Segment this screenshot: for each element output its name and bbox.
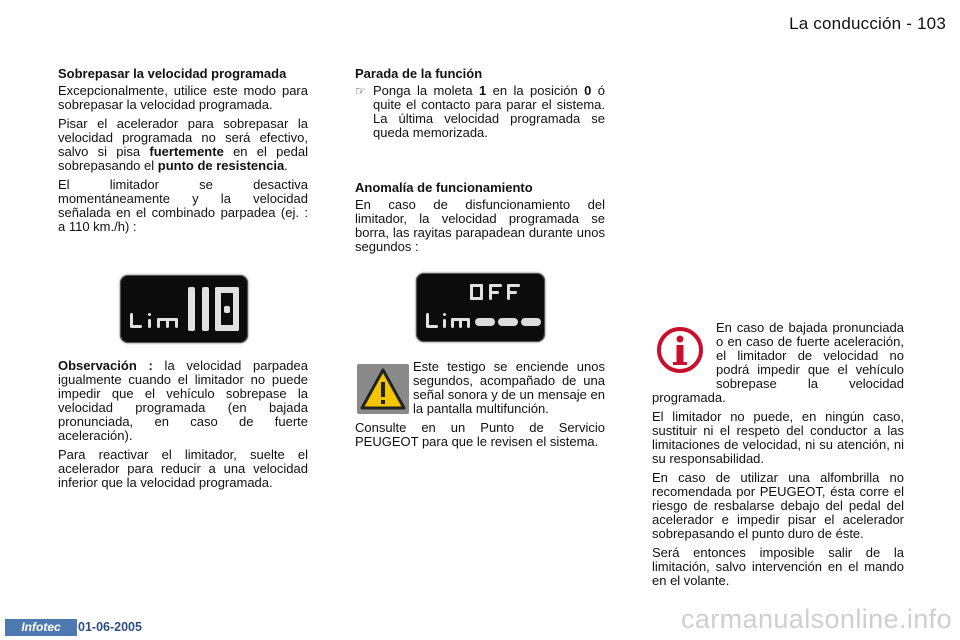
text-run: en la posición (486, 83, 585, 98)
page-header-title: La conducción - 103 (789, 14, 946, 33)
bullet-item (355, 84, 605, 140)
section-heading: Anomalía de funcionamiento (355, 180, 533, 195)
section-note (58, 359, 308, 495)
paragraph (58, 117, 308, 173)
icon-spacer (652, 321, 716, 383)
bold-text: 1 (478, 83, 487, 98)
paragraph: Para reactivar el limitador, suelte el acelerador para reducir a una velocidad inferior que la velocidad programada. (58, 447, 308, 490)
note-label: Observación : (58, 358, 153, 373)
paragraph: El limitador se desactiva momentáneamente y la velocidad señalada en el combinado parpadea (ej. : a 110 km./h) : (58, 177, 308, 234)
section-heading: Parada de la función (355, 66, 483, 81)
speed-limit-display-off (416, 273, 545, 342)
paragraph: En caso de disfuncionamiento del limitador, la velocidad programada se borra, las rayitas parapadean durante unos segundos : (355, 197, 605, 254)
footer-date: 01-06-2005 (78, 620, 142, 634)
text-run: la velocidad parpadea igualmente cuando el limitador no puede impedir que el vehículo sobrepase la velocidad programada (en bajada pronunciada, en caso de fuerte aceleración). (58, 358, 308, 443)
text-run: ó quite el contacto para parar el sistema. La última velocidad programada se queda memorizada. (373, 83, 605, 140)
blinking-dash (498, 318, 518, 326)
pointing-hand-icon: ☞ (355, 84, 366, 98)
bold-text: 0 (584, 83, 592, 98)
icon-spacer (355, 360, 413, 416)
paragraph: Excepcionalmente, utilice este modo para sobrepasar la velocidad programada. (58, 83, 308, 112)
text-run: . (284, 158, 288, 173)
text-run: en el pedal sobrepasando el (58, 144, 308, 173)
text-run: Pisar el acelerador para sobrepasar la velocidad programada no será efectivo, salvo si pisa (58, 116, 308, 159)
section-overtake (58, 67, 308, 239)
section-info (652, 321, 904, 593)
text-run: Ponga la moleta (373, 83, 479, 98)
paragraph: Será entonces imposible salir de la limitación, salvo intervención en el mando en el volante. (652, 545, 904, 588)
bold-text: fuertemente (149, 144, 224, 159)
infotec-badge: Infotec (5, 619, 77, 636)
section-heading: Sobrepasar la velocidad programada (58, 66, 287, 81)
paragraph (58, 359, 308, 443)
section-warning (355, 360, 605, 454)
blinking-dash (475, 318, 495, 326)
speed-limit-display-110 (120, 275, 248, 343)
watermark: carmanualsonline.info (680, 604, 952, 634)
blinking-dash (521, 318, 541, 326)
section-stop (355, 67, 605, 140)
paragraph: En caso de utilizar una alfombrilla no recomendada por PEUGEOT, ésta corre el riesgo de resbalarse debajo del pedal del acelerador e impedir pisar el acelerador sobrepasando el punto duro de éste. (652, 470, 904, 541)
section-fault (355, 181, 605, 259)
bullet-text (373, 84, 605, 140)
paragraph: Consulte en un Punto de Servicio PEUGEOT para que le revisen el sistema. (355, 420, 605, 449)
paragraph: Este testigo se enciende unos segundos, acompañado de una señal sonora y de un mensaje en la pantalla multifunción. (413, 359, 605, 416)
paragraph: El limitador no puede, en ningún caso, sustituir ni el respeto del conductor a las limitaciones de velocidad, ni su atención, ni su responsabilidad. (652, 409, 904, 466)
paragraph: En caso de bajada pronunciada o en caso de fuerte aceleración, el limitador de velocidad no podrá impedir que el vehículo sobrepase la velocidad programada. (652, 320, 904, 405)
bold-text: punto de resistencia (157, 158, 285, 173)
